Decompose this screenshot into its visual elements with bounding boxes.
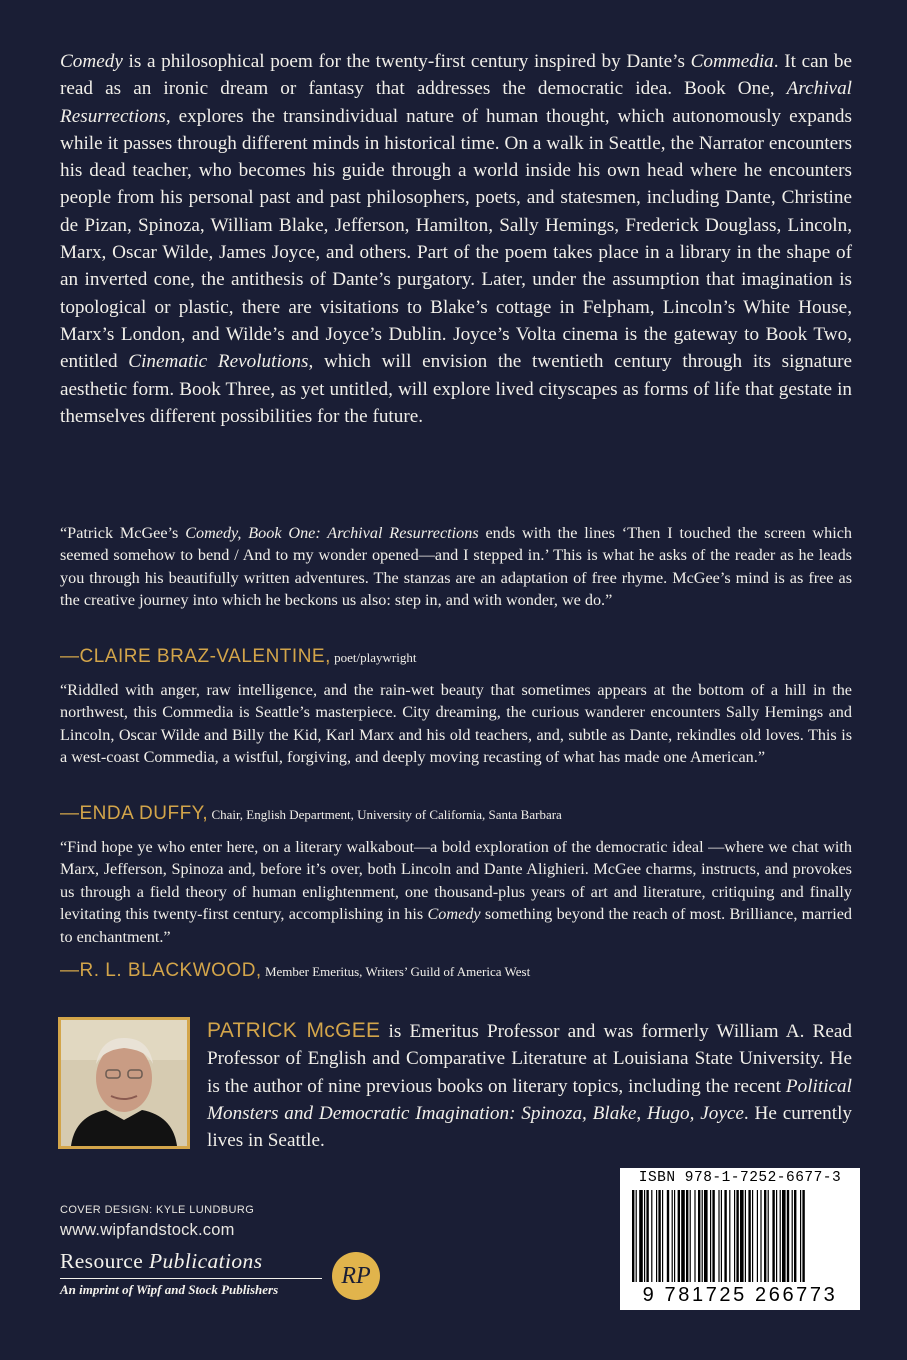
blurb-2-author: —ENDA DUFFY, [60,803,209,824]
publisher-divider [60,1278,322,1279]
barcode-bar [792,1190,793,1282]
barcode-bar [690,1190,691,1282]
barcode-bar [636,1190,637,1282]
barcode-bars [632,1190,848,1282]
blurb-2-text: “Riddled with anger, raw intelligence, and the rain-wet beauty that sometimes appears at the bottom of a hill in the northwest, this Commedia is Seattle’s masterpiece. City dreaming, the curious wanderer encounters Sally Hemings and Lincoln, Oscar Wilde and Billy the Kid, Karl Marx and his old teachers, and, subtle as Dante, rekindles old loves. This is a west-coast Commedia, a wistful, forgiving, and deeply moving recasting of what has made one American.” [60,681,852,767]
barcode-bar [780,1190,781,1282]
barcode-bar [718,1190,719,1282]
description-book-one: Archival Resurrections [60,78,852,127]
isbn-barcode [620,1168,860,1310]
barcode-bar [724,1190,726,1282]
blurb-quote-2 [60,679,852,769]
barcode-bar [729,1190,730,1282]
barcode-bar [740,1190,744,1282]
blurb-3-italic: Comedy [427,905,481,924]
author-bio-text-post: . He currently lives in Seattle. [207,1102,852,1152]
barcode-bar [782,1190,786,1282]
barcode-bar [686,1190,688,1282]
description-text-1: is a philosophical poem for the twenty-first century inspired by Dante’s [122,51,691,72]
barcode-bar [787,1190,789,1282]
barcode-bar [760,1190,761,1282]
description-title: Comedy [60,51,123,72]
barcode-digits: 9 781725 266773 [642,1284,838,1306]
description-text-4: , which will envision the twentieth century through its signature aesthetic form. Book Three, as yet untitled, will explore lived cityscapes as forms of life that gestate in themselves different possibilities for the future. [60,351,852,427]
blurb-attribution-1 [60,645,852,670]
barcode-bar [768,1190,769,1282]
cover-design-credit: COVER DESIGN: KYLE LUNDBURG [60,1204,255,1216]
barcode-bar [772,1190,774,1282]
book-description [60,48,852,430]
imprint-publisher: Wipf and Stock Publishers [135,1282,279,1297]
blurb-quote-1 [60,522,852,612]
barcode-bar [694,1190,695,1282]
rp-logo-icon: RP [332,1252,380,1300]
barcode-bar [802,1190,804,1282]
barcode-bar [632,1190,634,1282]
barcode-bar [646,1190,648,1282]
publisher-name-word2: Publications [148,1249,263,1273]
barcode-bar [734,1190,735,1282]
blurb-attribution-3 [60,959,852,984]
blurb-3-role: Member Emeritus, Writers’ Guild of America West [261,964,531,979]
blurb-3-text-pre: “Find hope ye who enter here, on a literary walkabout—a bold exploration of the democratic ideal —where we chat with Marx, Jefferson, Spinoza and, before it’s over, both Lincoln and Dante Alighieri. McGee charms, instructs, and provokes us through a field theory of human enlightenment, one thousand-plus years of art and literature, critiquing and finally levitating this twenty-first century, accomplishing in his [60,838,852,924]
barcode-bar [721,1190,722,1282]
barcode-bar [662,1190,663,1282]
publisher-name [60,1249,262,1274]
author-name: PATRICK McGEE [207,1019,381,1042]
description-text-3: , explores the transindividual nature of human thought, which autonomously expands while it passes through different minds in historical time. On a walk in Seattle, the Narrator encounters his dead teacher, who becomes his guide through a world inside his own head where he encounters people from his personal past and past philosophers, poets, and statesmen, including Dante, Christine de Pizan, Spinoza, William Blake, Jefferson, Hamilton, Sally Hemings, Frederick Douglass, Lincoln, Marx, Oscar Wilde, James Joyce, and others. Part of the poem takes place in a library in the shape of an inverted cone, the antithesis of Dante’s purgatory. Later, under the assumption that imagination is topological or plastic, there are visitations to Blake’s cottage in Felpham, Lincoln’s White House, Marx’s London, and Wilde’s and Joyce’s Dublin. Joyce’s Volta cinema is the gateway to Book Two, entitled [60,105,852,373]
description-text-2: . It can be read as an ironic dream or fantasy that addresses the democratic idea. Book One, [60,51,853,100]
barcode-bar [667,1190,669,1282]
barcode-bar [748,1190,750,1282]
imprint-text: An imprint of [60,1282,136,1297]
author-portrait-image [61,1020,187,1146]
blurb-quote-3 [60,836,852,948]
author-bio-text-pre: is Emeritus Professor and was formerly William A. Read Professor of English and Comparative Literature at Louisiana State University. He is the author of nine previous books on literary topics, including the recent [207,1021,852,1097]
blurb-1-italic: Comedy, Book One: Archival Resurrections [185,524,479,542]
publisher-website: www.wipfandstock.com [60,1221,235,1239]
barcode-bar [736,1190,738,1282]
description-book-two: Cinematic Revolutions [128,351,309,373]
author-bio [207,1017,852,1154]
isbn-label: ISBN 978-1-7252-6677-3 [638,1170,842,1186]
publisher-name-word1: Resource [60,1249,149,1273]
description-commedia: Commedia [690,51,774,72]
barcode-bar [658,1190,660,1282]
barcode-bar [800,1190,801,1282]
author-photo [58,1017,190,1149]
barcode-bar [776,1190,777,1282]
barcode-bar [681,1190,685,1282]
barcode-bar [794,1190,796,1282]
barcode-bar [757,1190,758,1282]
barcode-bar [752,1190,753,1282]
blurb-3-text-post: something beyond the reach of most. Brilliance, married to enchantment.” [60,905,852,946]
barcode-bar [672,1190,673,1282]
barcode-bar [745,1190,746,1282]
barcode-bar [644,1190,645,1282]
barcode-bar [764,1190,766,1282]
barcode-bar [712,1190,714,1282]
barcode-bar [704,1190,708,1282]
barcode-bar [674,1190,675,1282]
barcode-bar [651,1190,652,1282]
author-bio-book-title: Political Monsters and Democratic Imagination: Spinoza, Blake, Hugo, Joyce [207,1075,852,1124]
blurb-attribution-2 [60,802,852,827]
publisher-imprint [60,1282,278,1298]
barcode-bar [639,1190,643,1282]
blurb-1-text-pre: “Patrick McGee’s [60,524,186,542]
blurb-1-role: poet/playwright [330,650,417,665]
barcode-bar [678,1190,680,1282]
blurb-1-author: —CLAIRE BRAZ-VALENTINE, [60,646,331,667]
barcode-bar [656,1190,657,1282]
barcode-bar [702,1190,703,1282]
barcode-bar [698,1190,700,1282]
blurb-1-text-post: ends with the lines ‘Then I touched the screen which seemed somehow to bend / And to my wonder opened—and I stepped in.’ This is what he asks of the reader as he leads you through his beautifully written adventures. The stanzas are an adaptation of free rhyme. McGee’s mind is as free as the creative journey into which he beckons us also: step in, and with wonder, we do.” [60,524,852,610]
blurb-2-role: Chair, English Department, University of California, Santa Barbara [208,807,562,822]
barcode-bar [710,1190,711,1282]
blurb-3-author: —R. L. BLACKWOOD, [60,960,262,981]
